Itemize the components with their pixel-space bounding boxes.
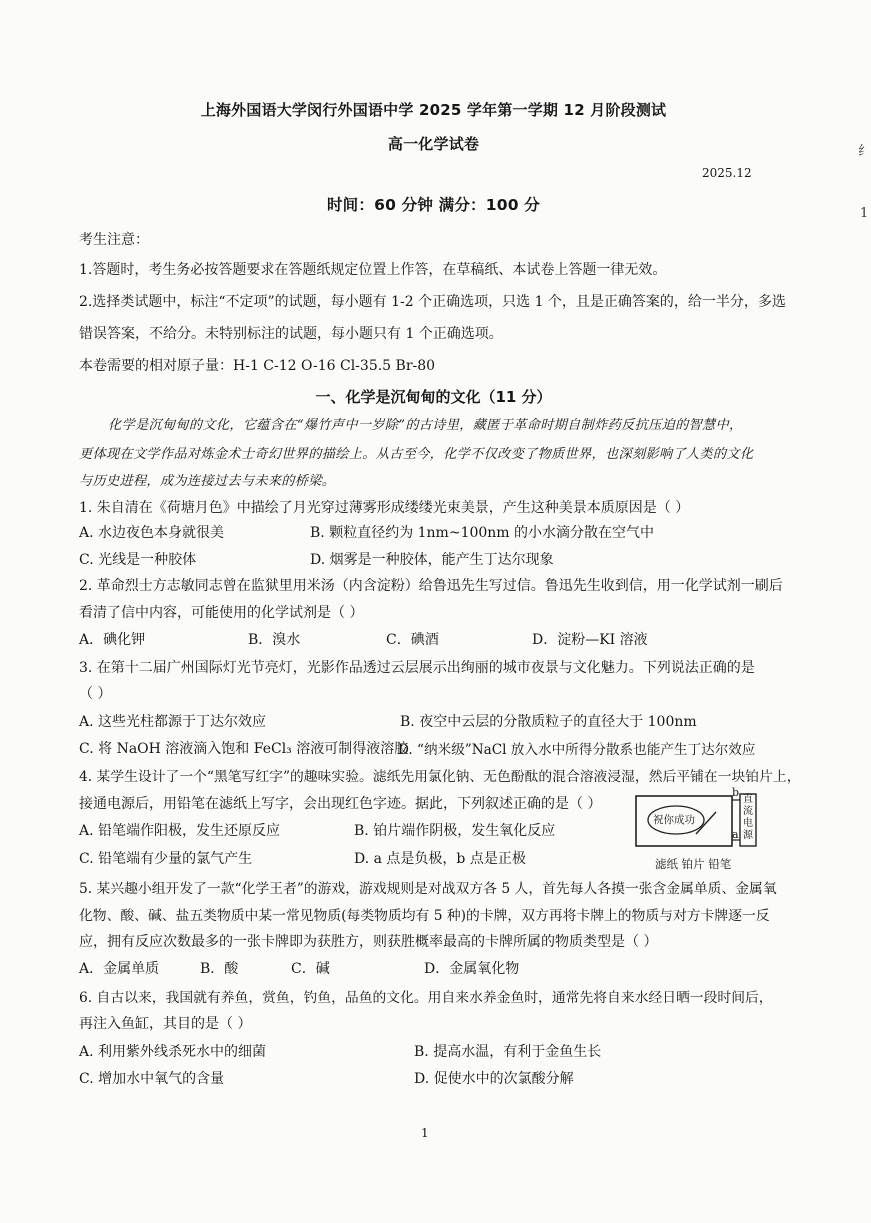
q5-stem-line2: 化物、酸、碱、盐五类物质中某一常见物质(每类物质均有 5 种)的卡牌，双方再将卡牌上的物质与对方卡牌逐一反 (79, 908, 770, 924)
section1-intro-line1: 化学是沉甸甸的文化，它蕴含在“爆竹声中一岁除”的古诗里，藏匿于革命时期自制炸药反抗压迫的智慧中， (108, 418, 743, 433)
q1-option-b: B. 颗粒直径约为 1nm~100nm 的小水滴分散在空气中 (310, 525, 655, 541)
circuit-diagram (632, 790, 758, 862)
q4-option-b: B. 铂片端作阴极，发生氧化反应 (354, 823, 556, 839)
q5-option-a: A．金属单质 (79, 961, 160, 977)
q3-option-b: B. 夜空中云层的分散质粒子的直径大于 100nm (400, 714, 697, 730)
q6-stem-line1: 6. 自古以来，我国就有养鱼，赏鱼，钓鱼，品鱼的文化。用自来水养金鱼时，通常先将自来水经日晒一段时间后， (79, 990, 773, 1006)
q5-stem-line1: 5. 某兴趣小组开发了一款“化学王者”的游戏，游戏规则是对战双方各 5 人，首先每人各摸一张含金属单质、金属氧 (79, 881, 777, 897)
q2-option-b: B．溴水 (248, 632, 301, 648)
section1-intro-line2: 更体现在文学作品对炼金术士奇幻世界的描绘上。从古至今，化学不仅改变了物质世界，也深刻影响了人类的文化 (79, 447, 754, 462)
q2-option-c: C．碘酒 (386, 632, 439, 648)
q5-stem-line3: 应，拥有反应次数最多的一张卡牌即为获胜方，则获胜概率最高的卡牌所属的物质类型是（ ） (79, 934, 658, 950)
figure-caption: 滤纸 铂片 铅笔 (655, 857, 732, 871)
q5-option-c: C．碱 (291, 961, 330, 977)
q2-stem-line1: 2. 革命烈士方志敏同志曾在监狱里用米汤（内含淀粉）给鲁迅先生写过信。鲁迅先生收到信，用一化学试剂一刷后 (79, 578, 783, 594)
time-score: 时间：60 分钟 满分：100 分 (326, 196, 540, 214)
exam-title: 上海外国语大学闵行外国语中学 2025 学年第一学期 12 月阶段测试 (200, 101, 667, 119)
figure-label-a: a (732, 828, 739, 841)
notice-item-2-line1: 2.选择类试题中，标注“不定项”的试题，每小题有 1-2 个正确选项，只选 1 个，且是正确答案的，给一半分，多选 (79, 294, 786, 310)
q5-option-d: D．金属氧化物 (424, 961, 520, 977)
section1-heading: 一、化学是沉甸甸的文化（11 分） (315, 388, 552, 406)
q4-option-c: C. 铅笔端有少量的氯气产生 (79, 851, 253, 867)
notice-heading: 考生注意： (79, 232, 149, 248)
figure-writing: 祝你成功 (653, 814, 695, 826)
q5-option-b: B．酸 (200, 961, 239, 977)
atomic-mass: 本卷需要的相对原子量：H-1 C-12 O-16 Cl-35.5 Br-80 (79, 358, 436, 374)
q4-stem-line1: 4. 某学生设计了一个“黑笔写红字”的趣味实验。滤纸先用氯化钠、无色酚酞的混合溶液浸湿，然后平铺在一块铂片上， (79, 769, 801, 785)
pencil-line (696, 812, 716, 834)
q6-option-a: A. 利用紫外线杀死水中的细菌 (79, 1044, 267, 1060)
q6-option-c: C. 增加水中氧气的含量 (79, 1071, 225, 1087)
section1-intro-line3: 与历史进程，成为连接过去与未来的桥梁。 (79, 474, 336, 489)
electrolysis-figure (632, 786, 758, 862)
q4-option-a: A. 铅笔端作阳极，发生还原反应 (79, 823, 281, 839)
q4-option-d: D. a 点是负极，b 点是正极 (354, 851, 526, 867)
q6-stem-line2: 再注入鱼缸，其目的是（ ） (79, 1016, 252, 1032)
figure-label-b: b (732, 786, 740, 799)
q6-option-d: D. 促使水中的次氯酸分解 (414, 1071, 574, 1087)
q6-option-b: B. 提高水温，有利于金鱼生长 (414, 1044, 602, 1060)
q1-option-d: D. 烟雾是一种胶体，能产生丁达尔现象 (310, 552, 554, 568)
exam-date: 2025.12 (702, 166, 752, 180)
q3-stem-line1: 3. 在第十二届广州国际灯光节亮灯，光影作品透过云层展示出绚丽的城市夜景与文化魅力。下列说法正确的是 (79, 660, 755, 676)
q3-option-a: A. 这些光柱都源于丁达尔效应 (79, 714, 267, 730)
q2-option-a: A．碘化钾 (79, 632, 146, 648)
q3-option-d: D. “纳米级”NaCl 放入水中所得分散系也能产生丁达尔效应 (398, 742, 756, 758)
q3-option-c: C. 将 NaOH 溶液滴入饱和 FeCl₃ 溶液可制得液溶胶 (79, 741, 409, 757)
edge-char-bottom: 1 (860, 206, 869, 221)
q2-stem-line2: 看清了信中内容，可能使用的化学试剂是（ ） (79, 605, 364, 621)
notice-item-2-line2: 错误答案，不给分。未特别标注的试题，每小题只有 1 个正确选项。 (79, 326, 503, 342)
q1-option-a: A. 水边夜色本身就很美 (79, 525, 225, 541)
q3-stem-line2: （ ） (79, 686, 112, 702)
exam-subtitle: 高一化学试卷 (387, 135, 480, 153)
page-number: 1 (421, 1126, 429, 1140)
q4-stem-line2: 接通电源后，用铅笔在滤纸上写字，会出现红色字迹。据此，下列叙述正确的是（ ） (79, 796, 602, 812)
figure-power-source-label: 直流电源 (743, 794, 753, 841)
q2-option-d: D．淀粉—KI 溶液 (532, 632, 648, 648)
q1-stem: 1. 朱自清在《荷塘月色》中描绘了月光穿过薄雾形成缕缕光束美景，产生这种美景本质原因是（ ） (79, 500, 690, 516)
q1-option-c: C. 光线是一种胶体 (79, 552, 197, 568)
edge-char-top: 纟 (858, 144, 871, 159)
notice-item-1: 1.答题时，考生务必按答题要求在答题纸规定位置上作答，在草稿纸、本试卷上答题一律无效。 (79, 262, 667, 278)
